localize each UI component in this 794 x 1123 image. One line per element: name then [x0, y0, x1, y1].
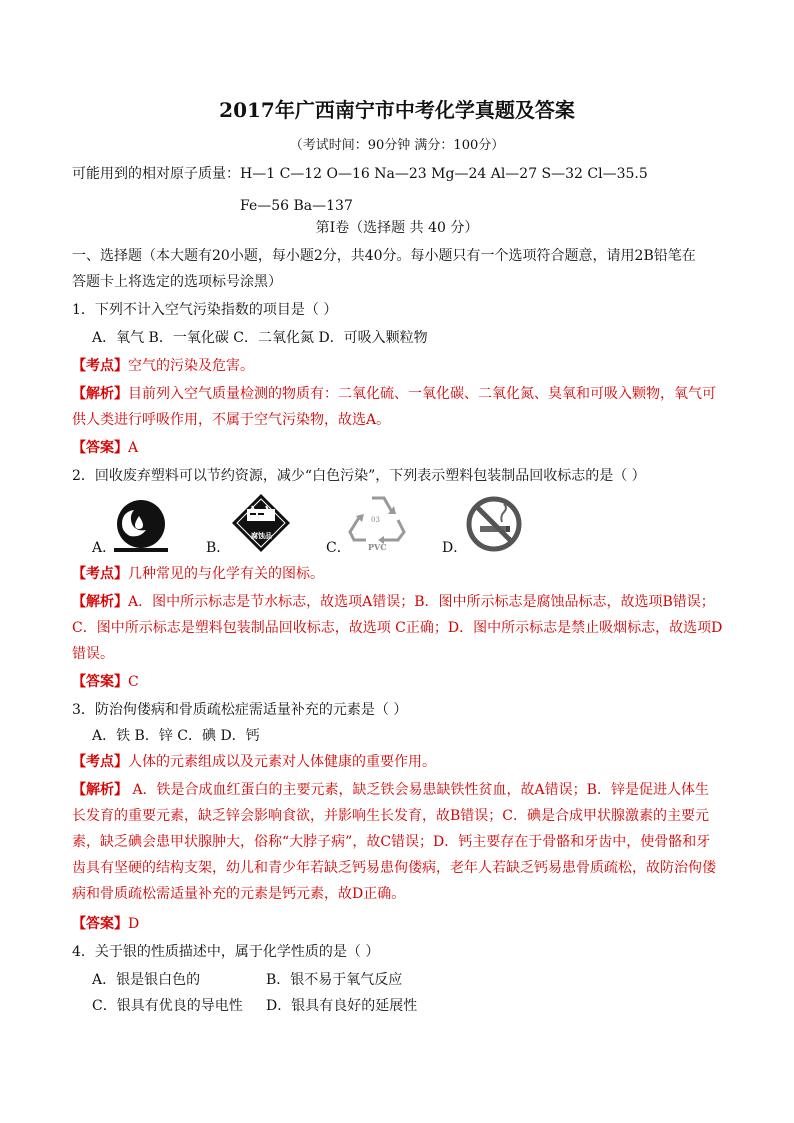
q1-options: A．氧气 B．一氧化碳 C．二氧化氮 D．可吸入颗粒物 [92, 330, 428, 346]
q1-jiexi-1 [72, 384, 716, 404]
q2-option-c: C． [326, 540, 351, 556]
q2-answer [72, 672, 139, 692]
q2-kaodian [72, 564, 324, 584]
q2-option-d: D． [442, 540, 468, 556]
q1-kaodian [72, 356, 254, 376]
q2-option-a: A． [92, 540, 117, 556]
q3-options: A．铁 B．锌 C．碘 D．钙 [92, 728, 260, 744]
q1-stem: 1．下列不计入空气污染指数的项目是（ ） [72, 302, 338, 318]
kaodian-tag: 【考点】 [72, 754, 128, 770]
exam-info: （考试时间：90分钟 满分：100分） [289, 138, 505, 153]
q2-jiexi-1 [72, 592, 715, 612]
q2-stem: 2．回收废弃塑料可以节约资源，减少“白色污染”，下列表示塑料包装制品回收标志的是（ ） [72, 468, 646, 484]
corrosive-icon [230, 492, 292, 558]
q3-jiexi-1 [72, 780, 709, 800]
section-heading: 第Ⅰ卷（选择题 共 40 分） [315, 220, 479, 236]
jiexi-text: A．铁是合成血红蛋白的主要元素，缺乏铁会易患缺铁性贫血，故A错误；B．锌是促进人体生 [128, 782, 709, 798]
no-smoking-icon [466, 496, 522, 556]
document-title: 2017年广西南宁市中考化学真题及答案 [219, 98, 575, 122]
jiexi-tag: 【解析】 [72, 594, 128, 610]
instructions-line-2: 答题卡上将选定的选项标号涂黑） [72, 274, 282, 290]
q3-jiexi-5: 病和骨质疏松需适量补充的元素是钙元素，故D正确。 [72, 886, 406, 902]
jiexi-tag: 【解析】 [72, 386, 128, 402]
answer-tag: 【答案】 [72, 674, 128, 690]
instructions-line-1: 一、选择题（本大题有20小题，每小题2分，共40分。每小题只有一个选项符合题意，请用2B铅笔在 [72, 248, 696, 264]
recycle-code: 03 [371, 516, 380, 524]
corrosive-label: 腐蚀品 [251, 531, 272, 540]
water-saving-icon [112, 498, 170, 558]
q2-jiexi-3: 错误。 [72, 646, 114, 662]
atomic-mass-line-2: Fe—56 Ba—137 [240, 198, 353, 214]
q4-stem: 4．关于银的性质描述中，属于化学性质的是（ ） [72, 944, 380, 960]
q3-stem: 3．防治佝偻病和骨质疏松症需适量补充的元素是（ ） [72, 702, 408, 718]
q4-option-a: A．银是银白色的 [92, 972, 201, 988]
kaodian-text: 空气的污染及危害。 [128, 358, 254, 374]
q3-answer [72, 914, 139, 934]
kaodian-tag: 【考点】 [72, 566, 128, 582]
q2-option-b: B． [206, 540, 231, 556]
recycle-label: PVC [368, 542, 387, 552]
jiexi-text: A．图中所示标志是节水标志，故选项A错误；B．图中所示标志是腐蚀品标志，故选项B错误； [128, 594, 715, 610]
answer-value: C [128, 674, 139, 690]
kaodian-tag: 【考点】 [72, 358, 128, 374]
q4-option-c: C．银具有优良的导电性 [92, 998, 243, 1014]
q4-option-d: D．银具有良好的延展性 [266, 998, 418, 1014]
answer-value: A [128, 440, 139, 456]
answer-tag: 【答案】 [72, 440, 128, 456]
q1-answer [72, 438, 138, 458]
q4-option-b: B．银不易于氧气反应 [266, 972, 403, 988]
q3-jiexi-2: 长发育的重要元素，缺乏锌会影响食欲，并影响生长发育，故B错误；C．碘是合成甲状腺激素的主要元 [72, 808, 709, 824]
kaodian-text: 人体的元素组成以及元素对人体健康的重要作用。 [128, 754, 436, 770]
answer-tag: 【答案】 [72, 916, 128, 932]
jiexi-text: 目前列入空气质量检测的物质有：二氧化硫、一氧化碳、二氧化氮、臭氧和可吸入颗物，氧气可 [128, 386, 716, 402]
kaodian-text: 几种常见的与化学有关的图标。 [128, 566, 324, 582]
q3-jiexi-4: 齿具有坚硬的结构支架，幼儿和青少年若缺乏钙易患佝偻病，老年人若缺乏钙易患骨质疏松，故防治佝偻 [72, 860, 716, 876]
jiexi-tag: 【解析】 [72, 782, 128, 798]
q3-jiexi-3: 素，缺乏碘会患甲状腺肿大，俗称“大脖子病”，故C错误；D．钙主要存在于骨骼和牙齿中，使骨骼和牙 [72, 834, 711, 850]
q3-kaodian [72, 752, 436, 772]
atomic-mass-line-1: 可能用到的相对原子质量：H—1 C—12 O—16 Na—23 Mg—24 Al—27 S—32 Cl—35.5 [72, 166, 648, 182]
q1-jiexi-2: 供人类进行呼吸作用，不属于空气污染物，故选A。 [72, 412, 391, 428]
answer-value: D [128, 916, 140, 932]
q2-jiexi-2: C．图中所示标志是塑料包装制品回收标志，故选项 C正确；D．图中所示标志是禁止吸烟标志，故选项D [72, 620, 723, 636]
